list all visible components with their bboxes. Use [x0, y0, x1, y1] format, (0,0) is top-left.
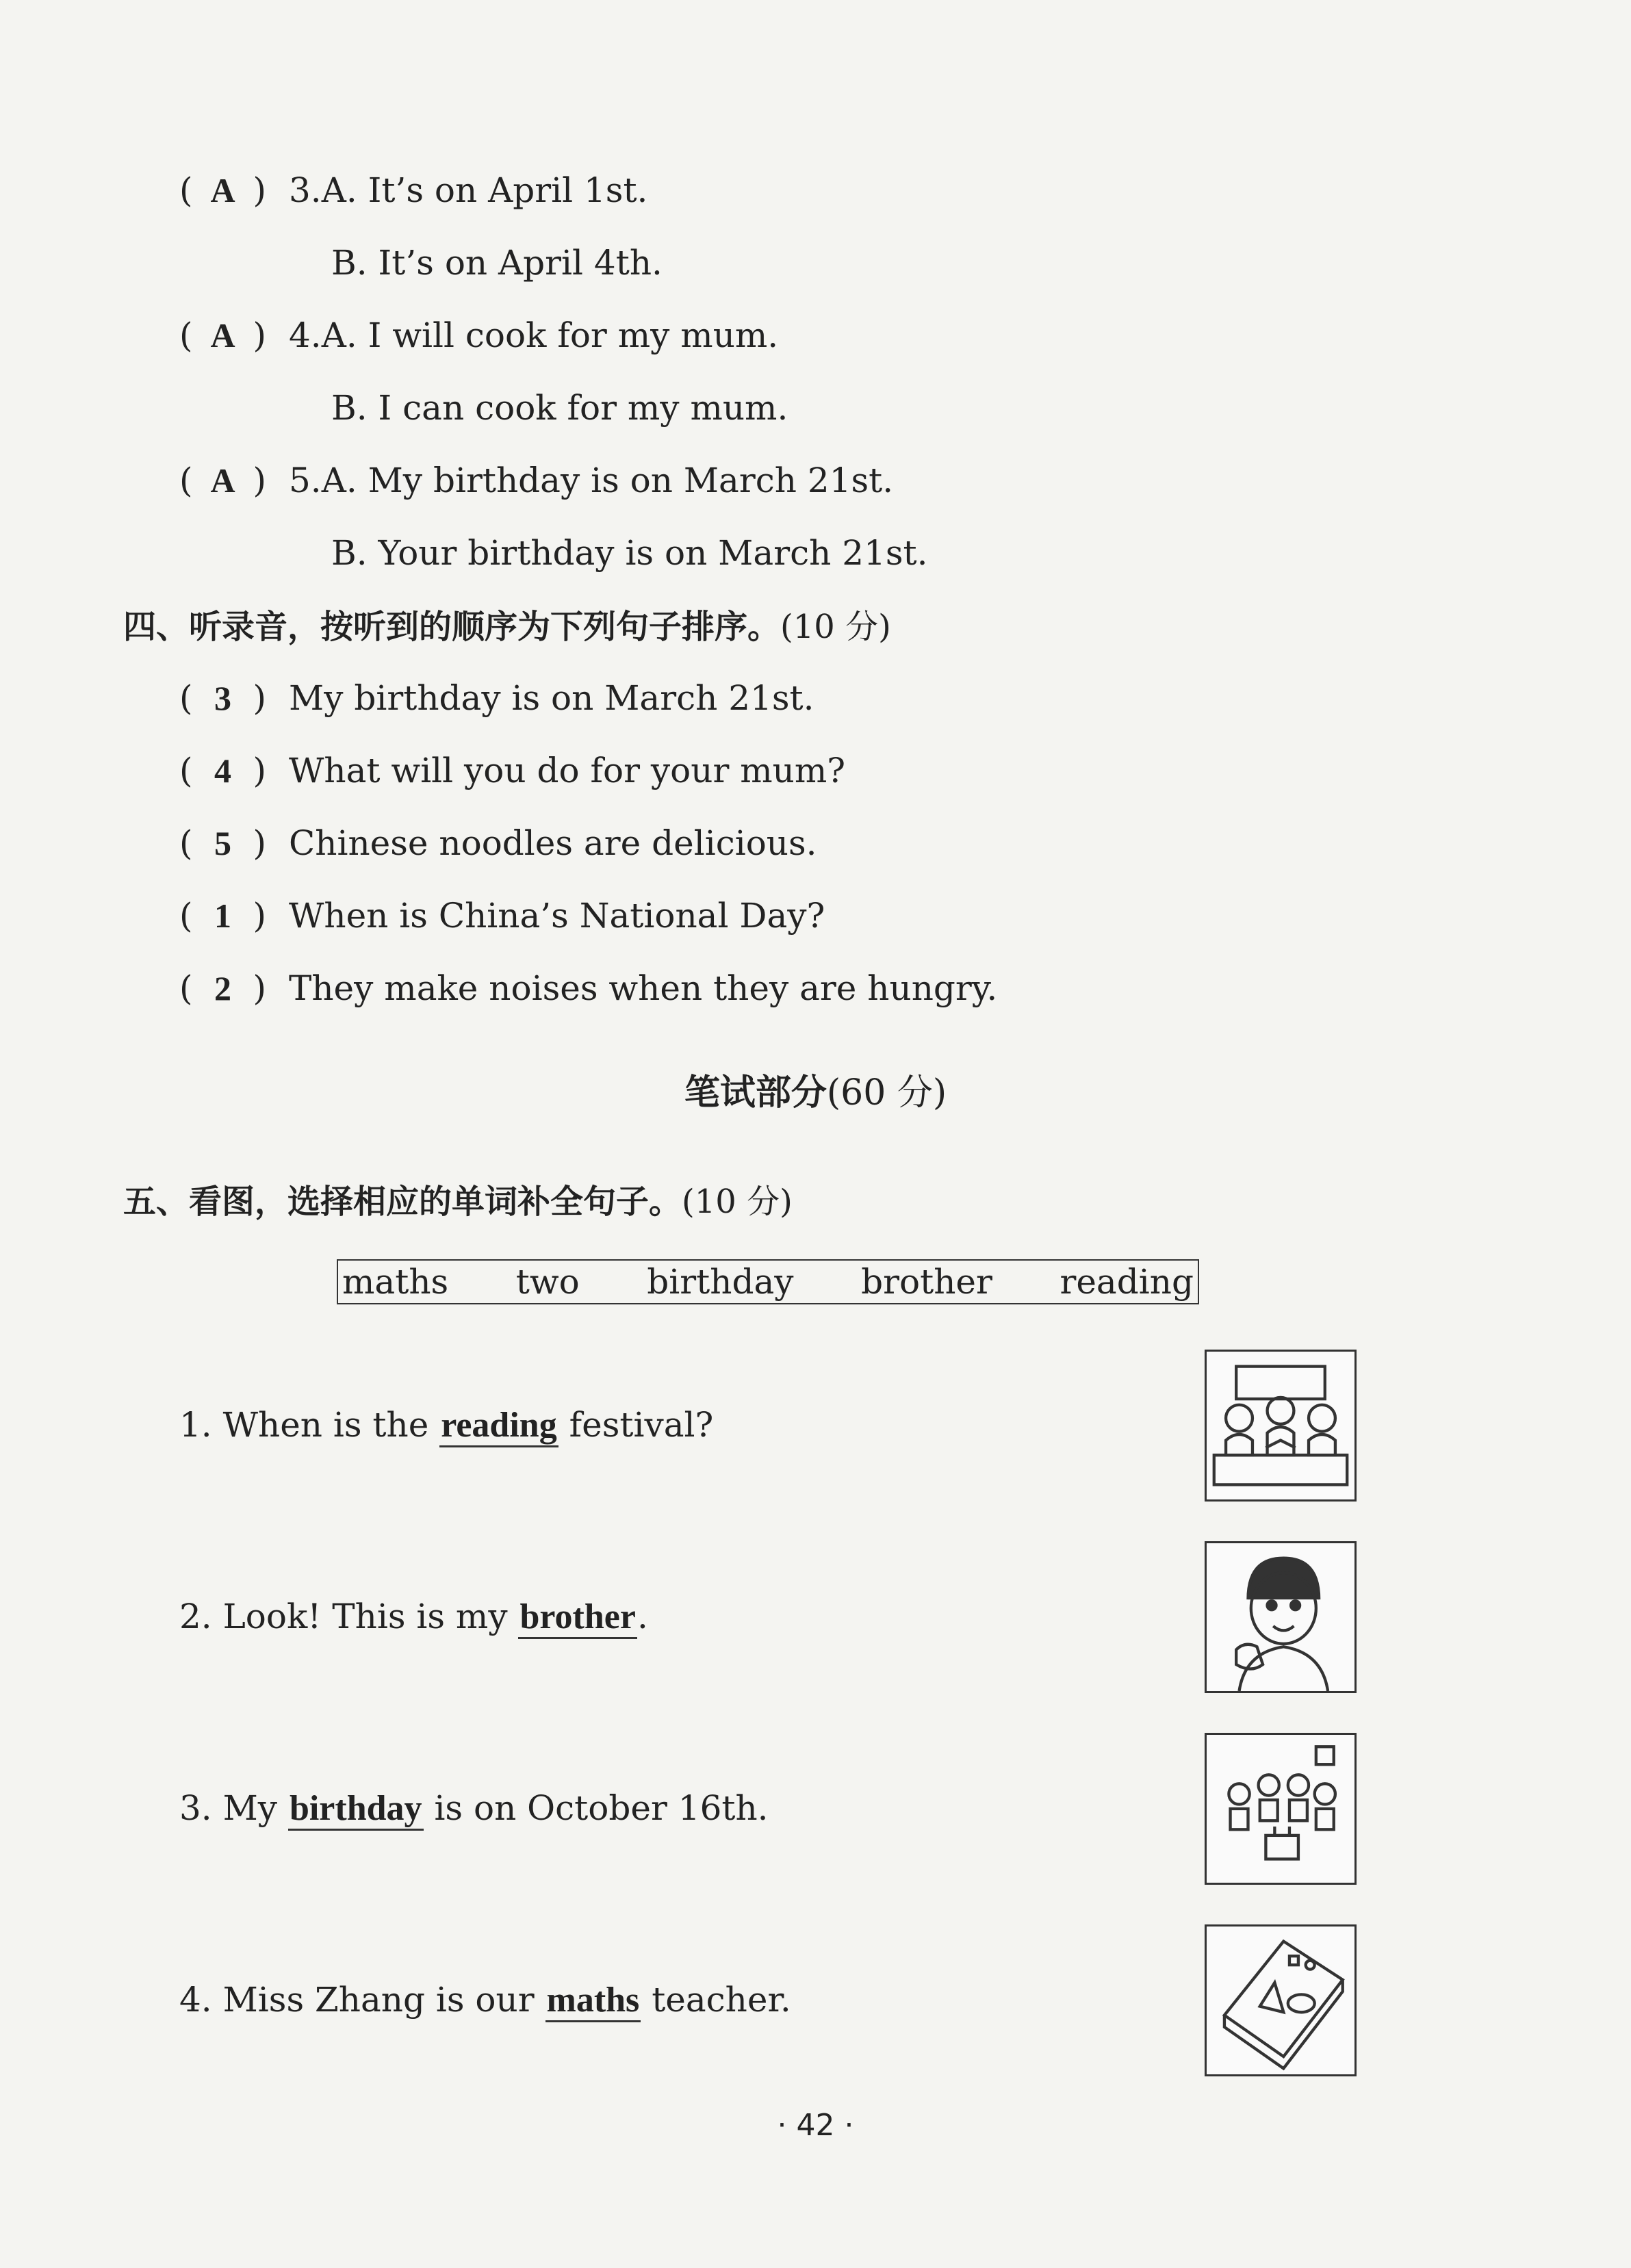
- order-number: 1: [214, 897, 232, 935]
- fill-sentence-2: 2. Look! This is my brother.: [179, 1595, 648, 1639]
- order-number: 2: [214, 969, 232, 1007]
- option-a: A. It’s on April 1st.: [321, 170, 648, 210]
- section-5-heading: 五、看图，选择相应的单词补全句子。(10 分): [123, 1183, 793, 1221]
- choice-option-b-5: B. Your birthday is on March 21st.: [331, 533, 928, 573]
- filled-answer: birthday: [288, 1789, 424, 1831]
- classroom-reading-picture: [1205, 1350, 1357, 1502]
- answer-mark: A: [210, 316, 235, 355]
- ordering-item: ( 2 ) They make noises when they are hungry.: [179, 966, 997, 1010]
- word-bank-item: reading: [1059, 1262, 1194, 1302]
- choice-option-b-4: B. I can cook for my mum.: [331, 388, 788, 428]
- filled-answer: maths: [545, 1981, 641, 2022]
- page-number: · 42 ·: [777, 2108, 854, 2143]
- fill-sentence-4: 4. Miss Zhang is our maths teacher.: [179, 1978, 791, 2022]
- ordering-item: ( 3 ) My birthday is on March 21st.: [179, 676, 814, 720]
- birthday-party-picture: [1205, 1733, 1357, 1885]
- choice-question-5: ( A ) 5.A. My birthday is on March 21st.: [179, 459, 893, 502]
- filled-answer: reading: [439, 1406, 558, 1447]
- word-bank-item: maths: [342, 1262, 449, 1302]
- maths-book-picture: [1205, 1924, 1357, 2076]
- order-number: 5: [214, 824, 232, 862]
- ordering-item: ( 5 ) Chinese noodles are delicious.: [179, 821, 817, 865]
- word-bank-item: brother: [861, 1262, 992, 1302]
- option-a: A. I will cook for my mum.: [321, 315, 779, 355]
- answer-mark: A: [210, 461, 235, 500]
- word-bank-item: two: [515, 1262, 580, 1302]
- filled-answer: brother: [518, 1597, 637, 1639]
- fill-sentence-1: 1. When is the reading festival?: [179, 1403, 713, 1447]
- order-number: 4: [214, 751, 232, 790]
- ordering-item: ( 4 ) What will you do for your mum?: [179, 749, 845, 792]
- word-bank: [337, 1259, 1199, 1304]
- fill-sentence-3: 3. My birthday is on October 16th.: [179, 1786, 769, 1831]
- choice-question-4: ( A ) 4.A. I will cook for my mum.: [179, 313, 778, 357]
- answer-mark: A: [210, 171, 235, 209]
- choice-option-b-3: B. It’s on April 4th.: [331, 243, 663, 283]
- section-4-heading: 四、听录音，按听到的顺序为下列句子排序。(10 分): [123, 608, 891, 646]
- order-number: 3: [214, 679, 232, 717]
- option-a: A. My birthday is on March 21st.: [321, 461, 894, 500]
- ordering-item: ( 1 ) When is China’s National Day?: [179, 894, 825, 938]
- choice-question-3: ( A ) 3.A. It’s on April 1st.: [179, 168, 647, 212]
- word-bank-item: birthday: [647, 1262, 794, 1302]
- boy-picture: [1205, 1541, 1357, 1693]
- written-part-title: 笔试部分(60 分): [684, 1072, 947, 1113]
